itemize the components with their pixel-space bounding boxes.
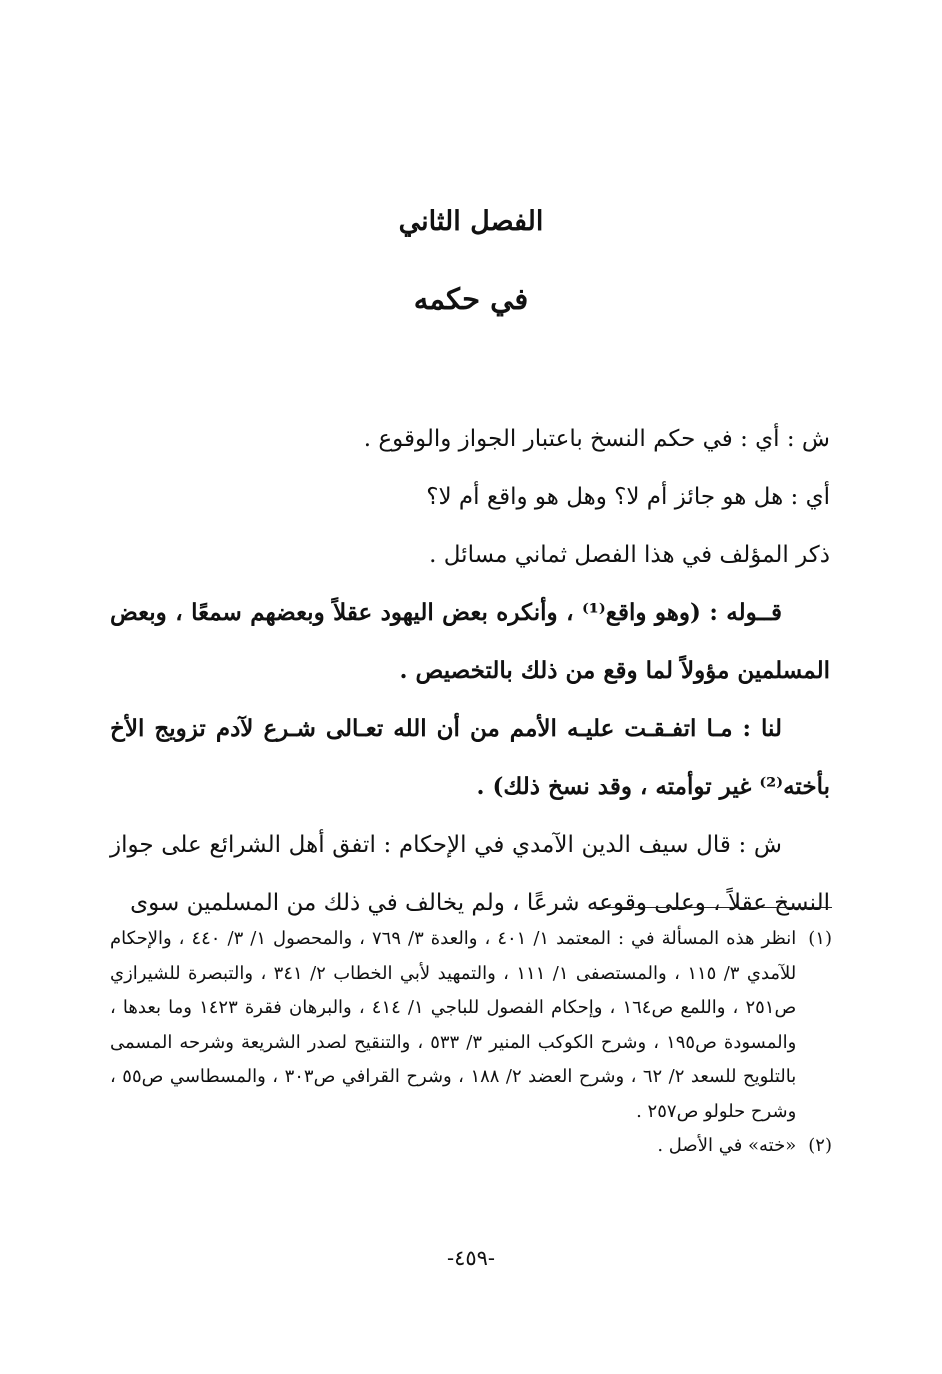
- commentary-paragraph: ش : قال سيف الدين الآمدي في الإحكام : اتفق أهل الشرائع على جواز النسخ عقلاً ، وعلى وقوعه شرعًا ، ولم يخالف في ذلك من المسلمين سوى: [110, 832, 830, 916]
- commentary-paragraph: ش : أي : في حكم النسخ باعتبار الجواز والوقوع .: [363, 426, 830, 452]
- source-text-paragraph: لنا : مـا اتفـقـت عليـه الأمم من أن الله تعـالى شـرع لآدم تزويج الأخ بأخته⁽²⁾ غير توأمته ، وقد نسخ ذلك) .: [110, 715, 830, 800]
- chapter-title: الفصل الثاني: [398, 206, 544, 237]
- chapter-subtitle: في حكمه: [413, 282, 529, 316]
- source-text-paragraph: قــوله : (وهو واقع⁽¹⁾ ، وأنكره بعض اليهود عقلاً وبعضهم سمعًا ، وبعض المسلمين مؤولاً لما وقع من ذلك بالتخصيص .: [110, 599, 830, 684]
- footnote: [110, 1129, 832, 1164]
- footnote-text: «خته» في الأصل .: [657, 1135, 797, 1156]
- footnote-divider: [594, 907, 832, 908]
- footnotes: [110, 922, 832, 1164]
- commentary-paragraph: أي : هل هو جائز أم لا؟ وهل هو واقع أم لا؟: [426, 484, 830, 510]
- page-number: -٤٥٩-: [446, 1246, 496, 1270]
- footnote-number: (١): [808, 928, 832, 949]
- main-text: [110, 410, 830, 932]
- footnote-number: (٢): [808, 1135, 832, 1156]
- commentary-paragraph: ذكر المؤلف في هذا الفصل ثماني مسائل .: [429, 542, 830, 568]
- footnote-text: انظر هذه المسألة في : المعتمد ١/ ٤٠١ ، والعدة ٣/ ٧٦٩ ، والمحصول ١/ ٣/ ٤٤٠ ، والإحكام للآمدي ٣/ ١١٥ ، والمستصفى ١/ ١١١ ، والتمهيد لأبي الخطاب ٢/ ٣٤١ ، والتبصرة للشيرازي ص٢٥١ ، واللمع ص١٦٤ ، وإحكام الفصول للباجي ١/ ٤١٤ ، والبرهان فقرة ١٤٢٣ وما بعدها ، والمسودة ص١٩٥ ، وشرح الكوكب المنير ٣/ ٥٣٣ ، والتنقيح لصدر الشريعة وشرحه المسمى بالتلويح للسعد ٢/ ٦٢ ، وشرح العضد ٢/ ١٨٨ ، وشرح القرافي ص٣٠٣ ، والمسطاسي ص٥٥ ، وشرح حلولو ص٢٥٧ .: [110, 928, 797, 1122]
- footnote: [110, 922, 832, 1129]
